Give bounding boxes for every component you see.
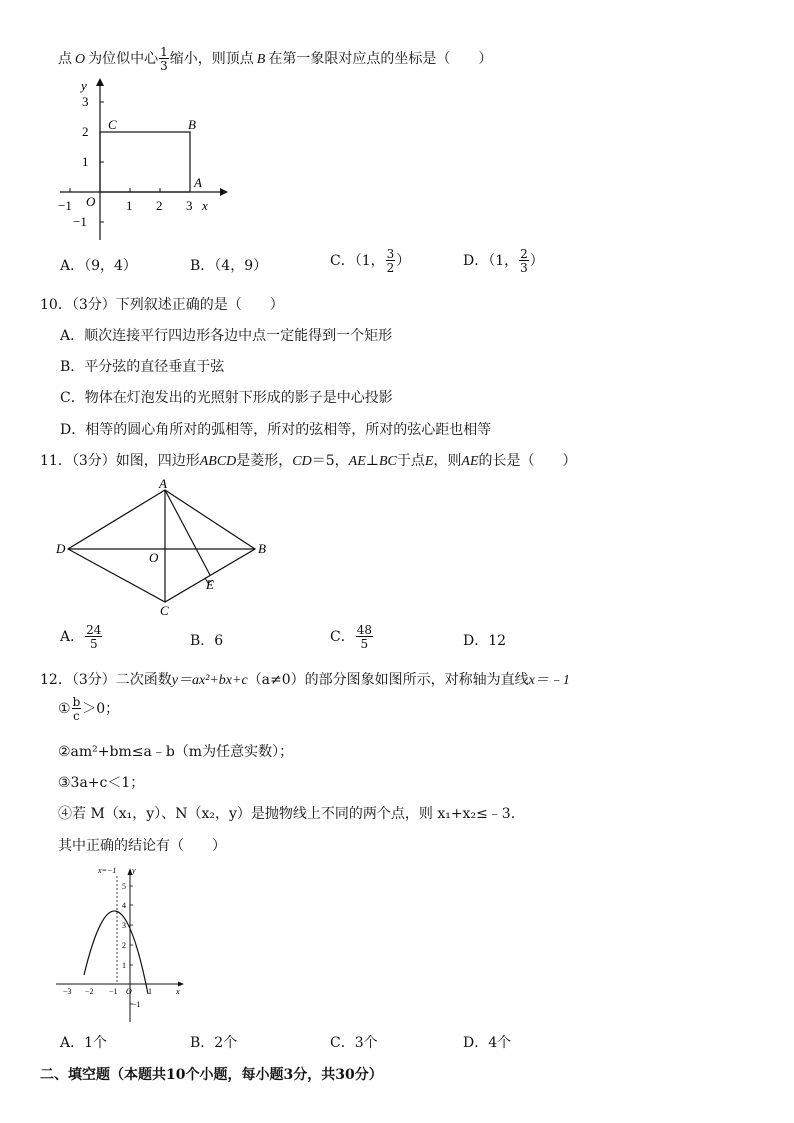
q9-option-c[interactable]: C．（1， $\frac{3}{2}$ ） (330, 247, 411, 275)
symmetry-axis-label: x=−1 (98, 866, 117, 875)
svg-text:−1: −1 (58, 198, 72, 213)
q9-option-d[interactable]: D．（1， $\frac{2}{3}$ ） (463, 247, 544, 275)
foot-e-label: E (206, 577, 214, 592)
y-axis-label: y (81, 78, 87, 93)
origin-label: O (86, 194, 96, 209)
vertex-d-label: D (56, 541, 66, 556)
point-a-label: A (194, 175, 202, 190)
q12-conclusion: 其中正确的结论有（ ） (58, 838, 226, 854)
q12-option-b[interactable]: B．2个 (190, 1035, 238, 1051)
q10-option-b[interactable]: B．平分弦的直径垂直于弦 (60, 359, 225, 375)
q11-stem: 11．（3分）如图，四边形ABCD是菱形，CD＝5，AE⊥BC于点E，则AE的长是（ ） (40, 453, 577, 469)
segment-ae (165, 490, 210, 575)
q9-stem: 点 O 为位似中心 $\frac{1}{3}$ 缩小，则顶点 B 在第一象限对应点的坐标是（ ） (58, 45, 493, 73)
svg-text:3: 3 (122, 921, 126, 930)
vertex-c-label: C (160, 603, 169, 618)
vertex-a-label: A (159, 478, 167, 491)
svg-text:x: x (176, 987, 180, 996)
q10-stem: 10．（3分）下列叙述正确的是（ ） (40, 297, 284, 313)
q11-option-d[interactable]: D．12 (463, 633, 507, 649)
svg-text:4: 4 (122, 901, 126, 910)
y-axis-arrow (96, 78, 104, 86)
q12-option-d[interactable]: D．4个 (463, 1035, 512, 1051)
section-2-heading: 二、填空题（本题共10个小题，每小题3分，共30分） (40, 1067, 383, 1083)
q11-rhombus-figure (50, 478, 280, 618)
svg-text:2: 2 (122, 941, 126, 950)
q12-statement-3: ③3a+c＜1； (58, 775, 145, 791)
q11-option-b[interactable]: B．6 (190, 633, 224, 649)
svg-text:−1: −1 (132, 1000, 141, 1009)
svg-text:3: 3 (82, 94, 89, 109)
q12-option-a[interactable]: A．1个 (60, 1035, 108, 1051)
svg-text:3: 3 (186, 198, 193, 213)
svg-text:−1: −1 (73, 214, 87, 229)
q10-option-d[interactable]: D．相等的圆心角所对的弧相等，所对的弦相等，所对的弦心距也相等 (60, 422, 492, 438)
svg-text:5: 5 (122, 882, 126, 891)
q12-parabola-graph (52, 862, 192, 1027)
q10-option-a[interactable]: A．顺次连接平行四边形各边中点一定能得到一个矩形 (60, 328, 393, 344)
svg-text:−3: −3 (63, 987, 72, 996)
q10-option-c[interactable]: C．物体在灯泡发出的光照射下形成的影子是中心投影 (60, 390, 393, 406)
svg-text:−2: −2 (85, 987, 94, 996)
svg-text:y: y (132, 866, 136, 875)
q9-fraction: $\frac{1}{3}$ (160, 45, 168, 73)
center-o-label: O (149, 550, 159, 565)
parabola-curve (84, 911, 148, 994)
x-axis-arrow (220, 188, 228, 196)
svg-text:1: 1 (126, 198, 133, 213)
svg-text:O: O (126, 987, 132, 996)
x-axis-arrow (178, 982, 184, 987)
q12-statement-2: ②am²+bm≤a﹣b（m为任意实数）； (58, 744, 294, 760)
svg-text:1: 1 (148, 987, 152, 996)
rectangle-oabc (100, 132, 190, 192)
rhombus-abcd (68, 490, 255, 602)
q12-stem: 12．（3分）二次函数y＝ax²+bx+c（a≠0）的部分图象如图所示，对称轴为直线x＝﹣1 (40, 672, 570, 688)
svg-text:−1: −1 (109, 987, 118, 996)
q12-statement-4: ④若 M（x₁，y）、N（x₂，y）是抛物线上不同的两个点，则 x₁+x₂≤﹣3. (58, 806, 516, 822)
svg-text:2: 2 (82, 124, 89, 139)
vertex-b-label: B (258, 541, 266, 556)
q11-option-a[interactable]: A． $\frac{24}{5}$ (60, 623, 102, 651)
svg-text:2: 2 (156, 198, 163, 213)
q12-option-c[interactable]: C．3个 (330, 1035, 378, 1051)
q9-option-a[interactable]: A．（9，4） (60, 258, 137, 274)
x-axis-label: x (202, 198, 208, 213)
q9-option-b[interactable]: B．（4，9） (190, 258, 268, 274)
q12-statement-1: ① $\frac{b}{c}$ ＞0； (58, 695, 120, 723)
svg-text:1: 1 (122, 961, 126, 970)
point-b-label: B (188, 117, 196, 132)
q9-coordinate-graph (50, 78, 230, 248)
svg-text:1: 1 (82, 154, 89, 169)
point-c-label: C (108, 117, 117, 132)
q11-option-c[interactable]: C． $\frac{48}{5}$ (330, 623, 372, 651)
